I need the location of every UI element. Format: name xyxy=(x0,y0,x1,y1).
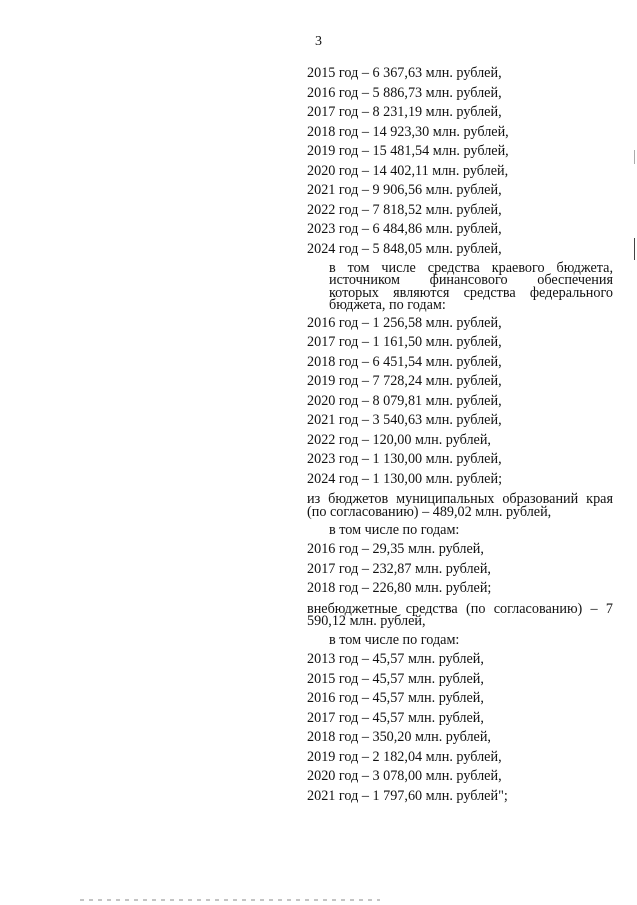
funding-line: 2021 год – 9 906,56 млн. рублей, xyxy=(307,182,502,198)
funding-line: 2013 год – 45,57 млн. рублей, xyxy=(307,651,484,668)
funding-line: 2019 год – 15 481,54 млн. рублей, xyxy=(307,143,509,159)
funding-line: 2020 год – 8 079,81 млн. рублей, xyxy=(307,392,502,409)
funding-block-federal xyxy=(307,314,613,490)
funding-text-column xyxy=(307,64,613,806)
federal-funding-note: в том числе средства краевого бюджета, источником финансового обеспечения которых являются средства федерального бюджета, по годам: xyxy=(329,260,613,314)
funding-block-total xyxy=(307,64,613,259)
scan-edge-mark xyxy=(634,150,635,164)
by-years-label: в том числе по годам: xyxy=(329,521,460,538)
funding-line: 2018 год – 6 451,54 млн. рублей, xyxy=(307,353,502,370)
funding-line: 2017 год – 1 161,50 млн. рублей, xyxy=(307,334,502,351)
funding-line: 2024 год – 1 130,00 млн. рублей; xyxy=(307,470,503,487)
funding-line: 2019 год – 7 728,24 млн. рублей, xyxy=(307,373,502,390)
funding-line: 2018 год – 14 923,30 млн. рублей, xyxy=(307,123,509,140)
funding-line: 2017 год – 232,87 млн. рублей, xyxy=(307,560,491,577)
funding-line: 2023 год – 6 484,86 млн. рублей, xyxy=(307,221,502,237)
funding-line: 2019 год – 2 182,04 млн. рублей, xyxy=(307,748,502,765)
funding-line: 2016 год – 5 886,73 млн. рублей, xyxy=(307,84,502,101)
funding-line: 2017 год – 8 231,19 млн. рублей, xyxy=(307,104,502,120)
funding-line: 2022 год – 7 818,52 млн. рублей, xyxy=(307,201,502,218)
funding-block-municipal xyxy=(307,540,613,599)
funding-line: 2017 год – 45,57 млн. рублей, xyxy=(307,709,484,726)
extrabudget-funding-note: внебюджетные средства (по согласованию) – 7 590,12 млн. рублей, xyxy=(307,600,613,630)
funding-line: 2021 год – 1 797,60 млн. рублей"; xyxy=(307,787,508,804)
funding-block-extrabudget xyxy=(307,650,613,806)
scan-edge-mark xyxy=(634,238,635,260)
funding-line: 2016 год – 29,35 млн. рублей, xyxy=(307,541,484,558)
funding-line: 2018 год – 350,20 млн. рублей, xyxy=(307,729,491,746)
funding-line: 2018 год – 226,80 млн. рублей; xyxy=(307,580,492,597)
funding-line: 2022 год – 120,00 млн. рублей, xyxy=(307,431,491,448)
funding-line: 2015 год – 45,57 млн. рублей, xyxy=(307,670,484,687)
scan-artifact-line xyxy=(80,899,380,901)
page-number: 3 xyxy=(315,34,322,49)
funding-line: 2023 год – 1 130,00 млн. рублей, xyxy=(307,451,502,468)
funding-line: 2016 год – 1 256,58 млн. рублей, xyxy=(307,314,502,331)
funding-line: 2020 год – 3 078,00 млн. рублей, xyxy=(307,768,502,785)
funding-line: 2024 год – 5 848,05 млн. рублей, xyxy=(307,240,502,257)
funding-line: 2020 год – 14 402,11 млн. рублей, xyxy=(307,162,509,179)
funding-line: 2016 год – 45,57 млн. рублей, xyxy=(307,690,484,707)
by-years-label: в том числе по годам: xyxy=(329,631,460,648)
funding-line: 2021 год – 3 540,63 млн. рублей, xyxy=(307,412,502,429)
municipal-funding-note: из бюджетов муниципальных образований края (по согласованию) – 489,02 млн. рублей, xyxy=(307,491,613,520)
funding-line: 2015 год – 6 367,63 млн. рублей, xyxy=(307,65,502,81)
